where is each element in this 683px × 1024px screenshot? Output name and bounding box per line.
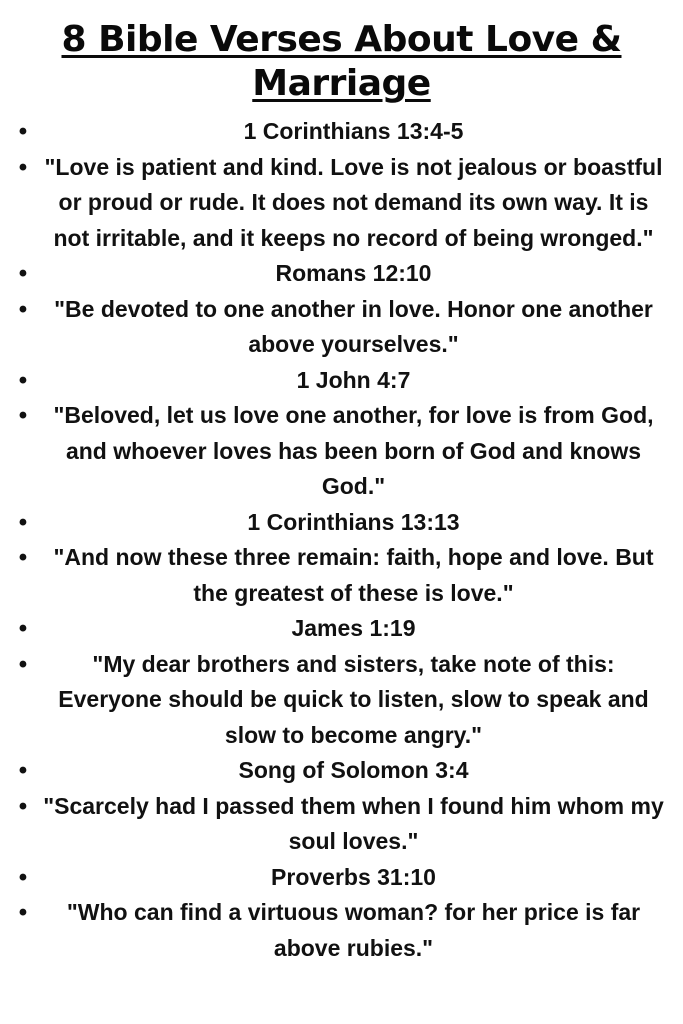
page-title: 8 Bible Verses About Love & Marriage — [61, 19, 622, 104]
verse-quote: "My dear brothers and sisters, take note of this: Everyone should be quick to listen, slow to speak and slow to become angry." — [58, 650, 649, 748]
verse-quote: "And now these three remain: faith, hope and love. But the greatest of these is love." — [53, 544, 654, 606]
verse-quote: "Love is patient and kind. Love is not jealous or boastful or proud or rude. It does not demand its own way. It is not irritable, and it keeps no record of being wronged." — [44, 153, 663, 251]
verse-reference: Proverbs 31:10 — [271, 863, 436, 890]
bullet-icon: • — [18, 295, 28, 323]
verse-quote-item — [16, 789, 667, 860]
verse-quote: "Beloved, let us love one another, for love is from God, and whoever loves has been born of God and knows God." — [53, 402, 654, 499]
verse-reference: 1 John 4:7 — [296, 366, 411, 393]
verse-list — [16, 114, 667, 966]
verse-quote: "Be devoted to one another in love. Honor one another above yourselves." — [54, 295, 653, 357]
bullet-icon: • — [18, 863, 28, 891]
verse-reference-item — [16, 860, 667, 896]
bullet-icon: • — [18, 118, 28, 145]
verse-reference-item — [16, 505, 667, 541]
bullet-icon: • — [18, 508, 28, 536]
bullet-icon: • — [18, 792, 28, 820]
verse-reference-item — [16, 363, 667, 399]
bullet-icon: • — [18, 757, 28, 784]
bullet-icon: • — [18, 402, 28, 429]
bullet-icon: • — [18, 153, 28, 181]
verse-quote-item — [16, 895, 667, 966]
verse-quote-item — [16, 647, 667, 754]
verse-reference: James 1:19 — [291, 615, 416, 641]
verse-reference-item — [16, 753, 667, 789]
verse-quote-item — [16, 540, 667, 611]
verse-quote: "Scarcely had I passed them when I found him whom my soul loves." — [43, 792, 664, 854]
bullet-icon: • — [18, 615, 28, 642]
verse-quote-item — [16, 150, 667, 257]
verse-reference: 1 Corinthians 13:4-5 — [243, 118, 464, 144]
verse-reference-item — [16, 256, 667, 292]
verse-reference: 1 Corinthians 13:13 — [247, 508, 460, 535]
verse-quote-item — [16, 398, 667, 505]
bullet-icon: • — [18, 899, 28, 926]
bullet-icon: • — [18, 650, 28, 678]
verse-reference-item — [16, 611, 667, 647]
bullet-icon: • — [18, 544, 28, 571]
verse-quote-item — [16, 292, 667, 363]
verse-reference: Romans 12:10 — [275, 260, 432, 286]
bullet-icon: • — [18, 260, 28, 287]
verse-reference: Song of Solomon 3:4 — [238, 757, 469, 783]
verse-quote: "Who can find a virtuous woman? for her price is far above rubies." — [66, 899, 641, 961]
bullet-icon: • — [18, 366, 28, 394]
verse-reference-item — [16, 114, 667, 150]
